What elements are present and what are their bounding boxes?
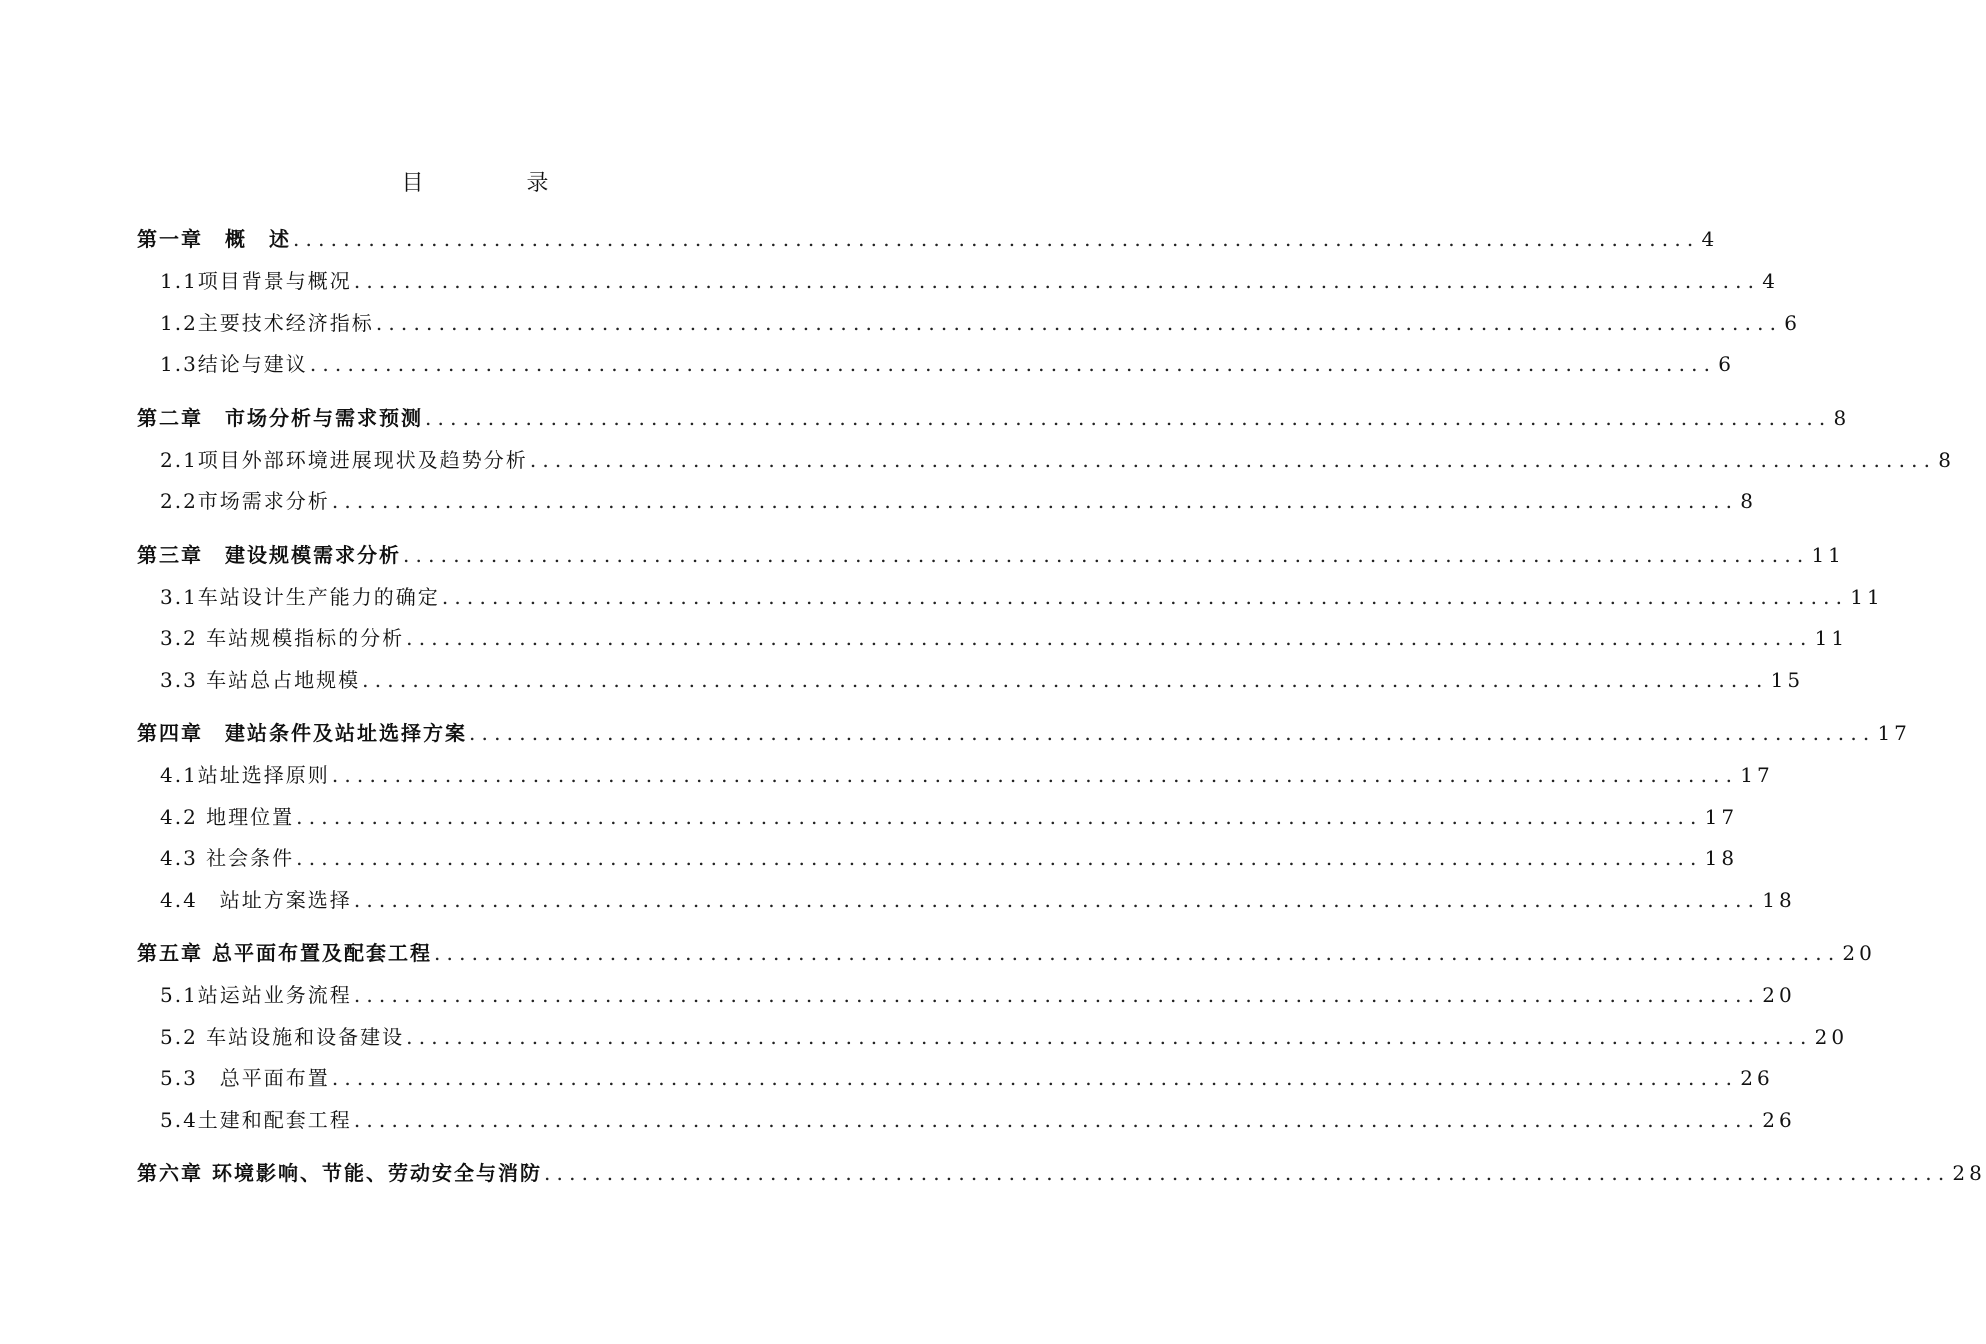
dot-leader: ................................................................................................................: [425, 405, 1832, 430]
toc-entry-label: 4.3 社会条件: [160, 846, 295, 870]
dot-leader: ................................................................................................................: [529, 447, 1937, 472]
toc-entry-label: 5.4土建和配套工程: [160, 1107, 352, 1132]
dot-leader: ................................................................................................................: [309, 352, 1717, 376]
dot-leader: ................................................................................................................: [403, 542, 1810, 567]
toc-page-number: 8: [1938, 447, 1955, 472]
dot-leader: ................................................................................................................: [353, 887, 1761, 912]
toc-entry-label: 4.4 站址方案选择: [160, 887, 352, 912]
dot-leader: ................................................................................................................: [406, 1024, 1813, 1049]
toc-page-number: 20: [1762, 983, 1796, 1007]
toc-section-entry[interactable]: [137, 838, 1739, 880]
toc-entry-label: 4.1站址选择原则: [160, 763, 330, 787]
toc-page-number: 8: [1740, 489, 1757, 513]
toc-entry-label: 5.1站运站业务流程: [160, 983, 352, 1007]
dot-leader: ................................................................................................................: [293, 227, 1700, 251]
toc-page-number: 6: [1718, 352, 1735, 376]
toc-chapter-entry[interactable]: [137, 711, 1911, 755]
dot-leader: ................................................................................................................: [469, 721, 1876, 745]
toc-chapter-entry[interactable]: [137, 1151, 1986, 1195]
dot-leader: ................................................................................................................: [331, 1066, 1739, 1090]
dot-leader: ................................................................................................................: [441, 584, 1849, 609]
dot-leader: ................................................................................................................: [433, 941, 1841, 965]
toc-chapter-entry[interactable]: [137, 217, 1719, 261]
toc-page-number: 26: [1740, 1066, 1774, 1090]
toc-page-number: 4: [1762, 269, 1779, 293]
dot-leader: ................................................................................................................: [362, 667, 1769, 692]
toc-page-number: 17: [1704, 804, 1739, 829]
toc-page-number: 26: [1762, 1107, 1796, 1132]
toc-entry-label: 第三章 建设规模需求分析: [137, 542, 401, 567]
toc-page-number: 8: [1833, 405, 1851, 430]
toc-entry-label: 1.3结论与建议: [160, 352, 308, 376]
toc-page-number: 15: [1770, 667, 1805, 692]
toc-chapter-entry[interactable]: [137, 396, 1851, 440]
toc-section-entry[interactable]: [137, 618, 1849, 660]
toc-section-entry[interactable]: [137, 344, 1735, 386]
toc-entry-label: 2.2市场需求分析: [160, 489, 330, 513]
toc-chapter-entry[interactable]: [137, 533, 1845, 577]
toc-entry-label: 1.1项目背景与概况: [160, 269, 352, 293]
toc-page-number: 20: [1842, 941, 1876, 965]
toc-page-number: 11: [1850, 584, 1884, 609]
toc-page-number: 28: [1952, 1161, 1986, 1185]
page-title: 目 录: [401, 171, 597, 196]
toc-page-number: 6: [1784, 310, 1801, 335]
toc-page-number: 20: [1814, 1024, 1849, 1049]
toc-entry-label: 2.1项目外部环境进展现状及趋势分析: [160, 447, 528, 472]
toc-entry-label: 3.2 车站规模指标的分析: [160, 626, 405, 650]
toc-entry-label: 3.1车站设计生产能力的确定: [160, 584, 440, 609]
dot-leader: ................................................................................................................: [375, 310, 1783, 335]
toc-entry-label: 第五章 总平面布置及配套工程: [137, 941, 432, 965]
toc-section-entry[interactable]: [137, 755, 1774, 797]
toc-section-entry[interactable]: [137, 1100, 1796, 1142]
toc-section-entry[interactable]: [137, 975, 1796, 1017]
toc-page-number: 17: [1740, 763, 1774, 787]
toc-entry-label: 4.2 地理位置: [160, 804, 295, 829]
dot-leader: ................................................................................................................: [296, 804, 1703, 829]
toc-section-entry[interactable]: [137, 440, 1955, 482]
dot-leader: ................................................................................................................: [353, 1107, 1761, 1132]
toc-page-number: 4: [1701, 227, 1719, 251]
toc-page-number: 11: [1811, 542, 1845, 567]
toc-entry-label: 1.2主要技术经济指标: [160, 310, 374, 335]
dot-leader: ................................................................................................................: [353, 983, 1761, 1007]
toc-entry-label: 3.3 车站总占地规模: [160, 667, 361, 692]
toc-entry-label: 第二章 市场分析与需求预测: [137, 405, 423, 430]
dot-leader: ................................................................................................................: [331, 763, 1739, 787]
toc-section-entry[interactable]: [137, 303, 1801, 345]
toc-section-entry[interactable]: [137, 660, 1805, 702]
toc-section-entry[interactable]: [137, 481, 1757, 523]
toc-page-number: 17: [1877, 721, 1911, 745]
toc-section-entry[interactable]: [137, 261, 1779, 303]
toc-chapter-entry[interactable]: [137, 931, 1876, 975]
toc-page-number: 18: [1762, 887, 1796, 912]
toc-section-entry[interactable]: [137, 577, 1884, 619]
toc-entry-label: 5.2 车站设施和设备建设: [160, 1024, 405, 1049]
dot-leader: ................................................................................................................: [353, 269, 1761, 293]
table-of-contents: [137, 217, 1986, 1195]
toc-page-number: 11: [1814, 626, 1849, 650]
toc-entry-label: 第六章 环境影响、节能、劳动安全与消防: [137, 1161, 542, 1185]
dot-leader: ................................................................................................................: [406, 626, 1813, 650]
dot-leader: ................................................................................................................: [543, 1161, 1951, 1185]
toc-entry-label: 5.3 总平面布置: [160, 1066, 330, 1090]
toc-section-entry[interactable]: [137, 797, 1739, 839]
dot-leader: ................................................................................................................: [331, 489, 1739, 513]
toc-entry-label: 第四章 建站条件及站址选择方案: [137, 721, 467, 745]
toc-section-entry[interactable]: [137, 880, 1796, 922]
toc-page-number: 18: [1704, 846, 1739, 870]
dot-leader: ................................................................................................................: [296, 846, 1703, 870]
toc-section-entry[interactable]: [137, 1058, 1774, 1100]
toc-entry-label: 第一章 概 述: [137, 227, 291, 251]
toc-section-entry[interactable]: [137, 1017, 1849, 1059]
